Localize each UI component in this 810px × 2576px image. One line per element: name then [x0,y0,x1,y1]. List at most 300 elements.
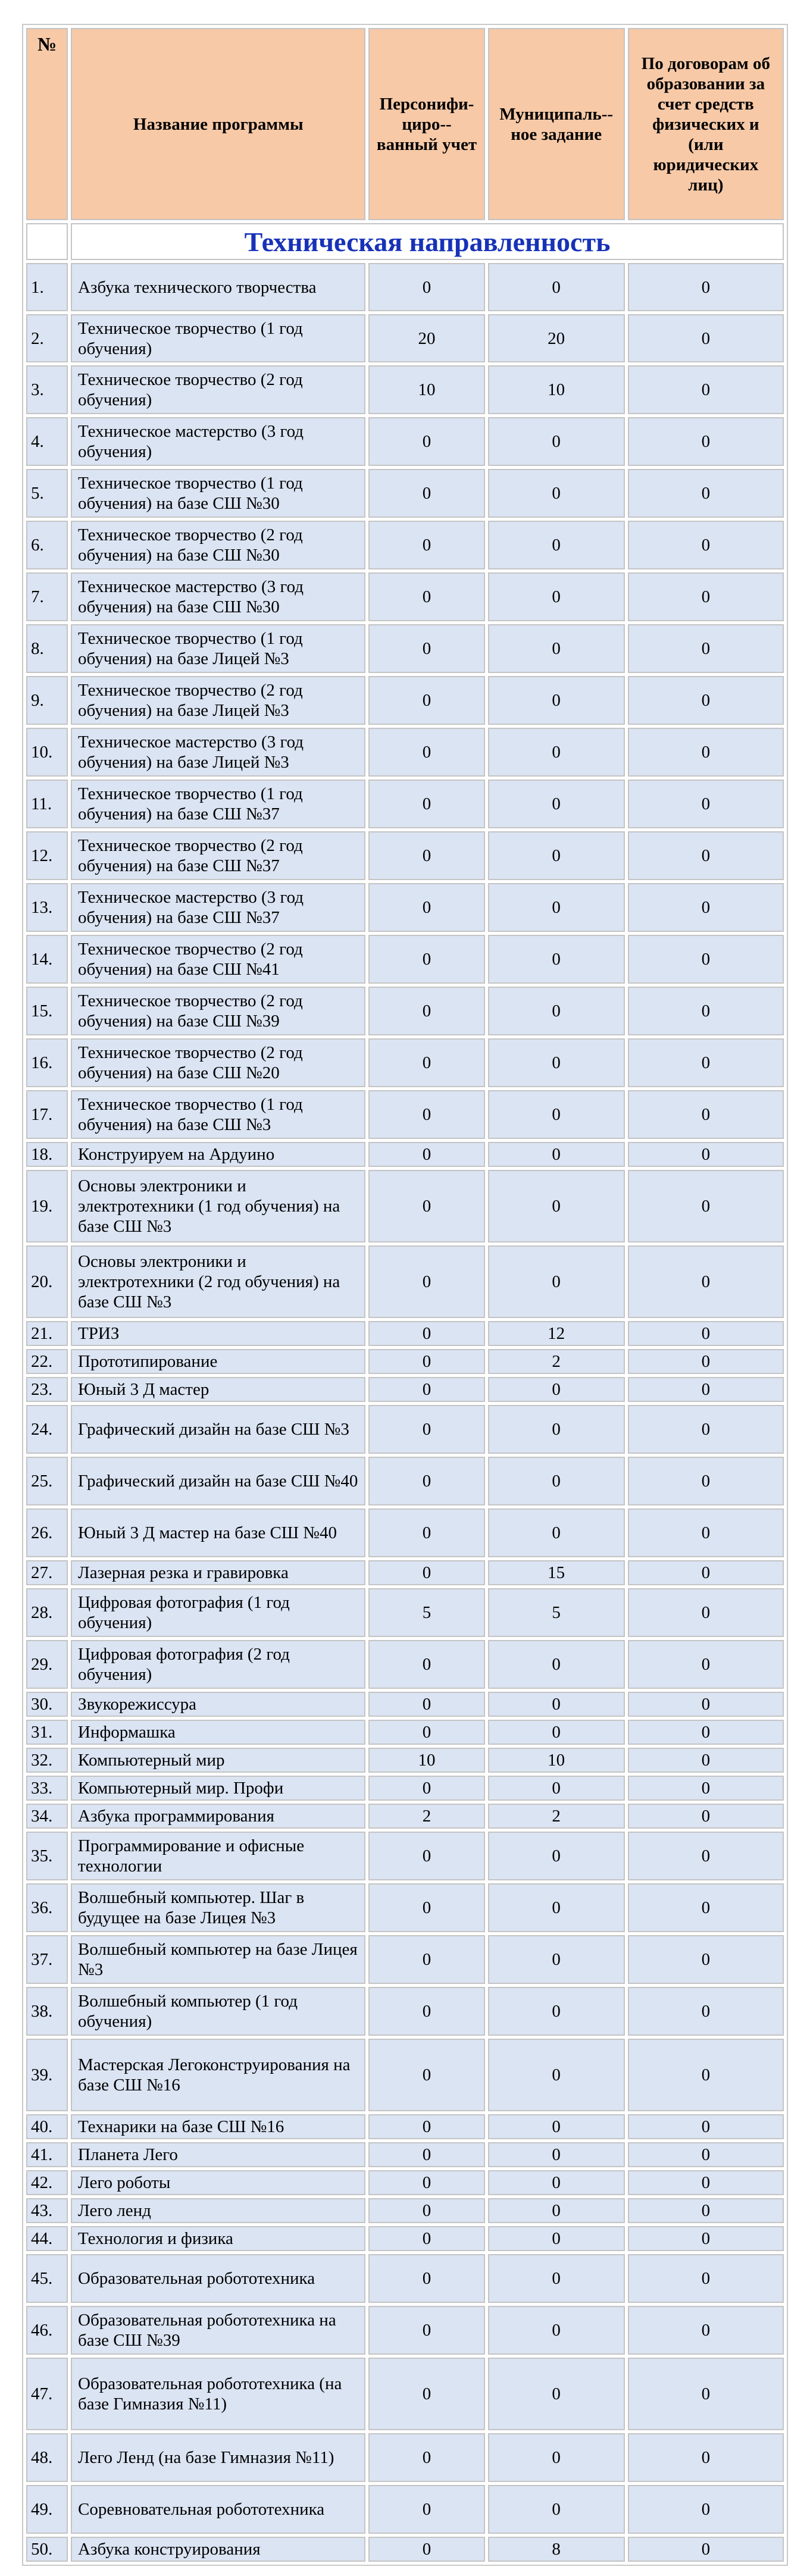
table-row [26,1987,784,2036]
table-row [26,987,784,1035]
program-name: Техническое творчество (2 год обучения) на базе СШ №41 [71,935,365,984]
table-row [26,831,784,880]
personal-count: 0 [368,2170,484,2195]
program-name: ТРИЗ [71,1321,365,1346]
program-name: Азбука программирования [71,1804,365,1829]
municipal-count: 0 [488,1038,625,1087]
program-name: Образовательная робототехника на базе СШ №39 [71,2306,365,2355]
personal-count: 0 [368,2358,484,2430]
personal-count: 0 [368,987,484,1035]
personal-count: 0 [368,1832,484,1880]
row-number: 31. [26,1720,68,1745]
row-number: 8. [26,624,68,673]
row-number: 50. [26,2537,68,2562]
row-number: 48. [26,2433,68,2482]
table-row [26,2306,784,2355]
program-name: Основы электроники и электротехники (1 год обучения) на базе СШ №3 [71,1170,365,1242]
row-number: 42. [26,2170,68,2195]
contract-count: 0 [628,2142,784,2167]
section-title: Техническая направленность [71,223,784,260]
contract-count: 0 [628,1935,784,1984]
contract-count: 0 [628,2485,784,2534]
program-name: Компьютерный мир [71,1748,365,1773]
row-number: 12. [26,831,68,880]
contract-count: 0 [628,935,784,984]
municipal-count: 0 [488,728,625,777]
personal-count: 0 [368,2254,484,2303]
row-number: 16. [26,1038,68,1087]
table-row [26,417,784,466]
program-name: Образовательная робототехника [71,2254,365,2303]
contract-count: 0 [628,1560,784,1585]
municipal-count: 0 [488,1935,625,1984]
personal-count: 10 [368,1748,484,1773]
program-name: Программирование и офисные технологии [71,1832,365,1880]
contract-count: 0 [628,1883,784,1932]
personal-count: 0 [368,1935,484,1984]
program-name: Техническое мастерство (3 год обучения) на базе СШ №37 [71,883,365,932]
program-name: Техническое творчество (1 год обучения) на базе СШ №30 [71,469,365,518]
program-name: Техническое творчество (2 год обучения) [71,365,365,414]
row-number: 4. [26,417,68,466]
table-row [26,1508,784,1557]
municipal-count: 0 [488,2306,625,2355]
personal-count: 0 [368,2306,484,2355]
row-number: 10. [26,728,68,777]
program-name: Технарики на базе СШ №16 [71,2114,365,2139]
municipal-count: 0 [488,1377,625,1402]
row-number: 32. [26,1748,68,1773]
program-name: Азбука конструирования [71,2537,365,2562]
personal-count: 0 [368,417,484,466]
table-row [26,1090,784,1139]
municipal-count: 0 [488,780,625,828]
table-row [26,1804,784,1829]
municipal-count: 0 [488,1987,625,2036]
table-row [26,263,784,311]
program-name: Волшебный компьютер на базе Лицея №3 [71,1935,365,1984]
contract-count: 0 [628,1720,784,1745]
personal-count: 0 [368,1170,484,1242]
contract-count: 0 [628,1377,784,1402]
program-name: Техническое мастерство (3 год обучения) на базе Лицей №3 [71,728,365,777]
municipal-count: 0 [488,2198,625,2223]
municipal-count: 15 [488,1560,625,1585]
program-name: Прототипирование [71,1349,365,1374]
municipal-count: 0 [488,1692,625,1717]
personal-count: 0 [368,2537,484,2562]
contract-count: 0 [628,572,784,621]
municipal-count: 0 [488,935,625,984]
program-name: Техническое творчество (1 год обучения) на базе Лицей №3 [71,624,365,673]
personal-count: 0 [368,1560,484,1585]
contract-count: 0 [628,987,784,1035]
row-number: 35. [26,1832,68,1880]
personal-count: 0 [368,1640,484,1689]
row-number: 2. [26,314,68,362]
personal-count: 0 [368,2114,484,2139]
table-row [26,1405,784,1454]
municipal-count: 0 [488,2433,625,2482]
table-row [26,935,784,984]
row-number: 44. [26,2226,68,2251]
personal-count: 0 [368,1245,484,1318]
personal-count: 0 [368,1090,484,1139]
contract-count: 0 [628,1245,784,1318]
table-row [26,2039,784,2111]
personal-count: 0 [368,1776,484,1801]
contract-count: 0 [628,2254,784,2303]
contract-count: 0 [628,1776,784,1801]
table-row [26,314,784,362]
contract-count: 0 [628,883,784,932]
program-name: Мастерская Легоконструирования на базе СШ №16 [71,2039,365,2111]
table-row [26,2433,784,2482]
row-number: 9. [26,676,68,725]
program-name: Техническое творчество (2 год обучения) на базе СШ №20 [71,1038,365,1087]
municipal-count: 0 [488,1883,625,1932]
personal-count: 0 [368,1720,484,1745]
table-row [26,1776,784,1801]
contract-count: 0 [628,1804,784,1829]
contract-count: 0 [628,2170,784,2195]
table-row [26,2226,784,2251]
row-number: 18. [26,1142,68,1167]
municipal-count: 0 [488,1457,625,1505]
table-row [26,1560,784,1585]
personal-count: 0 [368,728,484,777]
contract-count: 0 [628,1090,784,1139]
contract-count: 0 [628,2433,784,2482]
municipal-count: 0 [488,2142,625,2167]
row-number: 45. [26,2254,68,2303]
program-name: Юный 3 Д мастер [71,1377,365,1402]
municipal-count: 0 [488,417,625,466]
contract-count: 0 [628,2039,784,2111]
contract-count: 0 [628,1405,784,1454]
table-row [26,2114,784,2139]
municipal-count: 0 [488,1142,625,1167]
municipal-count: 0 [488,1170,625,1242]
row-number: 30. [26,1692,68,1717]
contract-count: 0 [628,2114,784,2139]
municipal-count: 0 [488,1776,625,1801]
table-row [26,624,784,673]
contract-count: 0 [628,1457,784,1505]
program-name: Образовательная робототехника (на базе Гимназия №11) [71,2358,365,2430]
header-number: № [26,28,68,220]
header-row [26,28,784,220]
row-number: 47. [26,2358,68,2430]
program-name: Планета Лего [71,2142,365,2167]
program-name: Лего роботы [71,2170,365,2195]
municipal-count: 0 [488,1508,625,1557]
personal-count: 0 [368,1321,484,1346]
row-number: 14. [26,935,68,984]
row-number: 49. [26,2485,68,2534]
table-row [26,469,784,518]
row-number: 5. [26,469,68,518]
contract-count: 0 [628,1588,784,1637]
table-row [26,521,784,569]
contract-count: 0 [628,676,784,725]
row-number: 3. [26,365,68,414]
program-name: Техническое творчество (2 год обучения) на базе СШ №37 [71,831,365,880]
personal-count: 0 [368,469,484,518]
municipal-count: 0 [488,2170,625,2195]
program-name: Техническое мастерство (3 год обучения) [71,417,365,466]
personal-count: 0 [368,1987,484,2036]
municipal-count: 0 [488,2114,625,2139]
table-row [26,1377,784,1402]
contract-count: 0 [628,263,784,311]
contract-count: 0 [628,521,784,569]
personal-count: 5 [368,1588,484,1637]
municipal-count: 0 [488,2254,625,2303]
municipal-count: 0 [488,883,625,932]
program-name: Техническое творчество (2 год обучения) на базе СШ №30 [71,521,365,569]
personal-count: 0 [368,1883,484,1932]
personal-count: 0 [368,2198,484,2223]
table-row [26,2170,784,2195]
personal-count: 0 [368,1038,484,1087]
row-number: 41. [26,2142,68,2167]
row-number: 20. [26,1245,68,1318]
municipal-count: 0 [488,2039,625,2111]
personal-count: 0 [368,263,484,311]
municipal-count: 0 [488,2226,625,2251]
personal-count: 0 [368,780,484,828]
contract-count: 0 [628,1170,784,1242]
program-name: Графический дизайн на базе СШ №3 [71,1405,365,1454]
contract-count: 0 [628,2537,784,2562]
programs-table [22,24,788,2566]
row-number: 25. [26,1457,68,1505]
municipal-count: 5 [488,1588,625,1637]
table-row [26,676,784,725]
table-row [26,2254,784,2303]
row-number: 22. [26,1349,68,1374]
row-number: 29. [26,1640,68,1689]
table-row [26,2198,784,2223]
contract-count: 0 [628,2306,784,2355]
program-name: Звукорежиссура [71,1692,365,1717]
program-name: Волшебный компьютер (1 год обучения) [71,1987,365,2036]
contract-count: 0 [628,1748,784,1773]
contract-count: 0 [628,780,784,828]
header-program-name: Название программы [71,28,365,220]
municipal-count: 0 [488,1640,625,1689]
program-name: Графический дизайн на базе СШ №40 [71,1457,365,1505]
municipal-count: 0 [488,1245,625,1318]
program-name: Волшебный компьютер. Шаг в будущее на базе Лицея №3 [71,1883,365,1932]
program-name: Техническое творчество (1 год обучения) на базе СШ №3 [71,1090,365,1139]
contract-count: 0 [628,1321,784,1346]
municipal-count: 2 [488,1804,625,1829]
row-number: 40. [26,2114,68,2139]
header-personal-accounting: Персонифициро-ванный учет [368,28,484,220]
contract-count: 0 [628,1142,784,1167]
table-row [26,1038,784,1087]
row-number: 33. [26,1776,68,1801]
program-name: Цифровая фотография (1 год обучения) [71,1588,365,1637]
municipal-count: 0 [488,624,625,673]
contract-count: 0 [628,624,784,673]
personal-count: 2 [368,1804,484,1829]
personal-count: 0 [368,1692,484,1717]
program-name: Техническое творчество (2 год обучения) на базе СШ №39 [71,987,365,1035]
municipal-count: 0 [488,2485,625,2534]
personal-count: 0 [368,2039,484,2111]
row-number: 11. [26,780,68,828]
table-row [26,2485,784,2534]
table-row [26,1321,784,1346]
personal-count: 0 [368,1508,484,1557]
program-name: Соревновательная робототехника [71,2485,365,2534]
contract-count: 0 [628,1640,784,1689]
row-number: 23. [26,1377,68,1402]
table-row [26,1748,784,1773]
row-number: 19. [26,1170,68,1242]
personal-count: 0 [368,1457,484,1505]
row-number: 43. [26,2198,68,2223]
table-row [26,728,784,777]
table-row [26,572,784,621]
municipal-count: 0 [488,1720,625,1745]
municipal-count: 0 [488,521,625,569]
row-number: 37. [26,1935,68,1984]
contract-count: 0 [628,2198,784,2223]
contract-count: 0 [628,469,784,518]
row-number: 28. [26,1588,68,1637]
program-name: Цифровая фотография (2 год обучения) [71,1640,365,1689]
personal-count: 0 [368,1377,484,1402]
row-number: 13. [26,883,68,932]
row-number: 46. [26,2306,68,2355]
contract-count: 0 [628,365,784,414]
municipal-count: 2 [488,1349,625,1374]
row-number: 24. [26,1405,68,1454]
contract-count: 0 [628,1692,784,1717]
personal-count: 20 [368,314,484,362]
personal-count: 0 [368,676,484,725]
program-name: Техническое творчество (1 год обучения) [71,314,365,362]
table-row [26,1832,784,1880]
contract-count: 0 [628,417,784,466]
table-row [26,1170,784,1242]
contract-count: 0 [628,2226,784,2251]
contract-count: 0 [628,1038,784,1087]
contract-count: 0 [628,1349,784,1374]
row-number: 26. [26,1508,68,1557]
personal-count: 0 [368,883,484,932]
municipal-count: 12 [488,1321,625,1346]
personal-count: 0 [368,521,484,569]
table-row [26,2142,784,2167]
program-name: Юный 3 Д мастер на базе СШ №40 [71,1508,365,1557]
municipal-count: 0 [488,263,625,311]
municipal-count: 10 [488,1748,625,1773]
table-row [26,2537,784,2562]
municipal-count: 0 [488,831,625,880]
personal-count: 0 [368,935,484,984]
personal-count: 0 [368,1142,484,1167]
municipal-count: 0 [488,1405,625,1454]
personal-count: 0 [368,831,484,880]
personal-count: 0 [368,2485,484,2534]
personal-count: 0 [368,572,484,621]
row-number: 34. [26,1804,68,1829]
program-name: Техническое творчество (2 год обучения) на базе Лицей №3 [71,676,365,725]
program-name: Основы электроники и электротехники (2 год обучения) на базе СШ №3 [71,1245,365,1318]
table-row [26,1457,784,1505]
header-paid-contracts: По договорам об образовании за счет средств физических и (или юридических лиц) [628,28,784,220]
table-row [26,1640,784,1689]
table-row [26,780,784,828]
table-row [26,1349,784,1374]
municipal-count: 10 [488,365,625,414]
personal-count: 0 [368,624,484,673]
program-name: Компьютерный мир. Профи [71,1776,365,1801]
contract-count: 0 [628,1508,784,1557]
program-name: Лазерная резка и гравировка [71,1560,365,1585]
personal-count: 10 [368,365,484,414]
row-number: 36. [26,1883,68,1932]
table-row [26,1142,784,1167]
row-number: 1. [26,263,68,311]
municipal-count: 0 [488,1832,625,1880]
municipal-count: 0 [488,2358,625,2430]
row-number: 27. [26,1560,68,1585]
contract-count: 0 [628,728,784,777]
row-number: 39. [26,2039,68,2111]
personal-count: 0 [368,2142,484,2167]
row-number: 38. [26,1987,68,2036]
table-row [26,2358,784,2430]
personal-count: 0 [368,1405,484,1454]
table-row [26,1935,784,1984]
personal-count: 0 [368,2226,484,2251]
row-number: 21. [26,1321,68,1346]
contract-count: 0 [628,1832,784,1880]
program-name: Азбука технического творчества [71,263,365,311]
table-row [26,883,784,932]
contract-count: 0 [628,1987,784,2036]
table-row [26,1720,784,1745]
table-row [26,1883,784,1932]
municipal-count: 8 [488,2537,625,2562]
row-number: 7. [26,572,68,621]
table-row [26,1245,784,1318]
program-name: Лего Ленд (на базе Гимназия №11) [71,2433,365,2482]
program-name: Техническое мастерство (3 год обучения) на базе СШ №30 [71,572,365,621]
municipal-count: 0 [488,572,625,621]
program-name: Техническое творчество (1 год обучения) на базе СШ №37 [71,780,365,828]
section-blank-cell [26,223,68,260]
personal-count: 0 [368,1349,484,1374]
contract-count: 0 [628,831,784,880]
table-row [26,1692,784,1717]
program-name: Лего ленд [71,2198,365,2223]
header-municipal-task: Муниципаль-ное задание [488,28,625,220]
contract-count: 0 [628,314,784,362]
municipal-count: 20 [488,314,625,362]
municipal-count: 0 [488,987,625,1035]
personal-count: 0 [368,2433,484,2482]
program-name: Конструируем на Ардуино [71,1142,365,1167]
table-row [26,365,784,414]
row-number: 15. [26,987,68,1035]
